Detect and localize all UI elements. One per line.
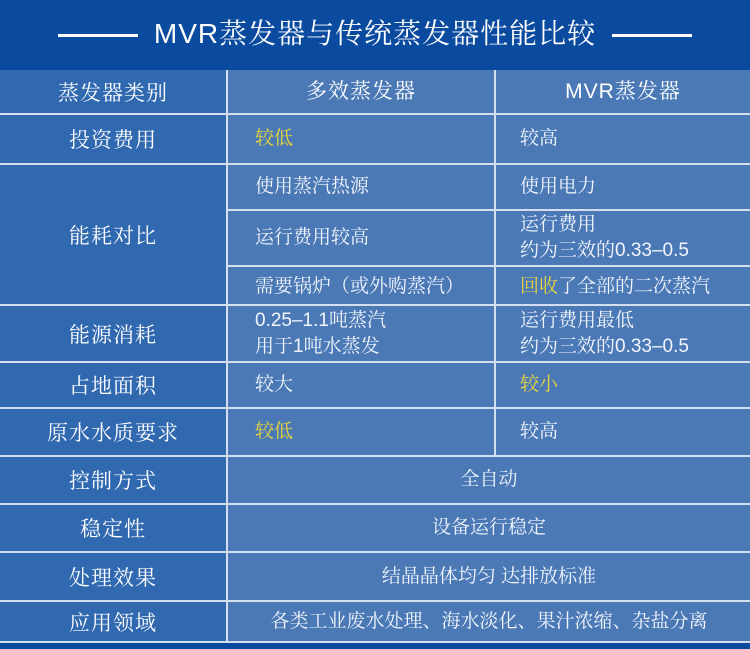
highlight-text: 较低 <box>255 421 294 442</box>
cell-footprint-multi: 较大 <box>228 363 496 407</box>
bottom-strip <box>0 643 750 649</box>
rest-text: 了全部的二次蒸汽 <box>558 275 711 297</box>
line-1: 0.25–1.1吨蒸汽 <box>255 309 386 331</box>
row-energy-consumption-label: 能源消耗 <box>0 306 228 361</box>
row-energy-comparison-label: 能耗对比 <box>0 165 228 304</box>
header-multi-effect: 多效蒸发器 <box>228 70 496 113</box>
cell-heat-source-multi: 使用蒸汽热源 <box>228 165 496 209</box>
highlight-text: 较低 <box>255 128 294 149</box>
cell-stability-value: 设备运行稳定 <box>228 505 750 551</box>
row-water-quality <box>0 407 750 455</box>
line-2: 用于1吨水蒸发 <box>255 335 380 357</box>
row-application-label: 应用领域 <box>0 602 228 641</box>
cell-control-value: 全自动 <box>228 457 750 503</box>
highlight-text: 较小 <box>520 374 559 395</box>
recovery-line <box>520 274 750 300</box>
energy-comparison-subrows <box>228 165 750 304</box>
cell-investment-multi <box>228 115 496 163</box>
cell-energy-consumption-mvr <box>496 306 750 361</box>
cell-water-quality-multi <box>228 409 496 455</box>
cell-running-cost-mvr <box>496 211 750 265</box>
cell-investment-mvr: 较高 <box>496 115 750 163</box>
line-2: 约为三效的0.33–0.5 <box>520 240 689 261</box>
row-control <box>0 455 750 503</box>
subrow-boiler <box>228 265 750 306</box>
row-treatment-label: 处理效果 <box>0 553 228 600</box>
cell-running-cost-multi: 运行费用较高 <box>228 211 496 265</box>
row-water-quality-label: 原水水质要求 <box>0 409 228 455</box>
cell-boiler-multi: 需要锅炉（或外购蒸汽） <box>228 267 496 306</box>
row-application <box>0 600 750 643</box>
cell-water-quality-mvr: 较高 <box>496 409 750 455</box>
cell-energy-consumption-multi <box>228 306 496 361</box>
row-investment <box>0 113 750 163</box>
row-footprint <box>0 361 750 407</box>
row-stability-label: 稳定性 <box>0 505 228 551</box>
row-footprint-label: 占地面积 <box>0 363 228 407</box>
row-stability <box>0 503 750 551</box>
row-energy-comparison <box>0 163 750 304</box>
title-dash-right <box>612 34 692 37</box>
title-band <box>0 0 750 70</box>
title-dash-left <box>58 34 138 37</box>
row-control-label: 控制方式 <box>0 457 228 503</box>
comparison-table <box>0 70 750 643</box>
cell-heat-source-mvr: 使用电力 <box>496 165 750 209</box>
cell-treatment-value: 结晶晶体均匀 达排放标准 <box>228 553 750 600</box>
header-mvr: MVR蒸发器 <box>496 70 750 113</box>
line-2: 约为三效的0.33–0.5 <box>520 335 689 357</box>
header-category: 蒸发器类别 <box>0 70 228 113</box>
row-investment-label: 投资费用 <box>0 115 228 163</box>
table-header-row <box>0 70 750 113</box>
subrow-running-cost <box>228 209 750 265</box>
page-title: MVR蒸发器与传统蒸发器性能比较 <box>153 18 597 49</box>
row-treatment <box>0 551 750 600</box>
cell-application-value: 各类工业废水处理、海水淡化、果汁浓缩、杂盐分离 <box>228 602 750 641</box>
cell-footprint-mvr <box>496 363 750 407</box>
cell-boiler-mvr <box>496 267 750 306</box>
line-1: 运行费用 <box>520 214 597 235</box>
subrow-heat-source <box>228 165 750 209</box>
row-energy-consumption <box>0 304 750 361</box>
highlight-text: 回收 <box>520 275 559 297</box>
line-1: 运行费用最低 <box>520 309 635 331</box>
